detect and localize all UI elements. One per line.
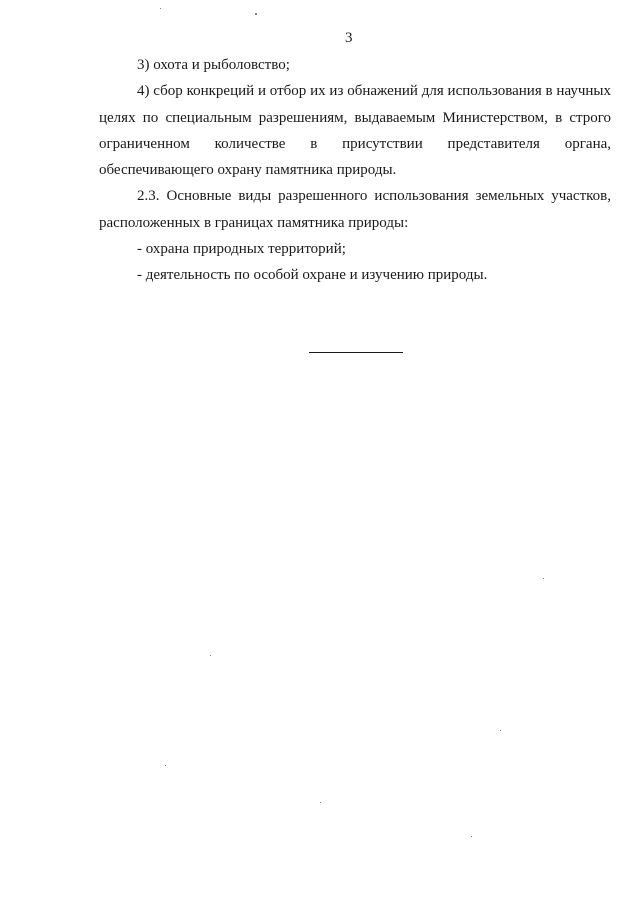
scan-speck — [500, 730, 501, 731]
end-separator-line — [309, 352, 403, 353]
list-item-concretion-collection: 4) сбор конкреций и отбор их из обнажений для использования в научных целях по специальным разрешениям, выдаваемым Министерством, в строго ограниченном количестве в присутствии представителя органа, обеспечивающего охрану памятника природы. — [99, 83, 611, 179]
list-item-hunting-fishing: 3) охота и рыболовство; — [137, 57, 290, 73]
document-body — [99, 52, 611, 289]
permitted-use-item-conservation: - деятельность по особой охране и изучению природы. — [137, 267, 488, 284]
scan-speck — [320, 802, 321, 803]
scan-speck — [471, 836, 472, 837]
scan-speck — [210, 655, 211, 656]
permitted-use-item-protection: - охрана природных территорий; — [137, 241, 346, 258]
scan-speck — [160, 8, 161, 9]
section-2-3-heading: 2.3. Основные виды разрешенного использования земельных участков, расположенных в границах памятника природы: — [99, 188, 611, 231]
scan-speck — [255, 13, 257, 15]
scan-speck — [543, 578, 544, 579]
page-number: 3 — [345, 30, 353, 46]
scan-speck — [165, 765, 166, 766]
